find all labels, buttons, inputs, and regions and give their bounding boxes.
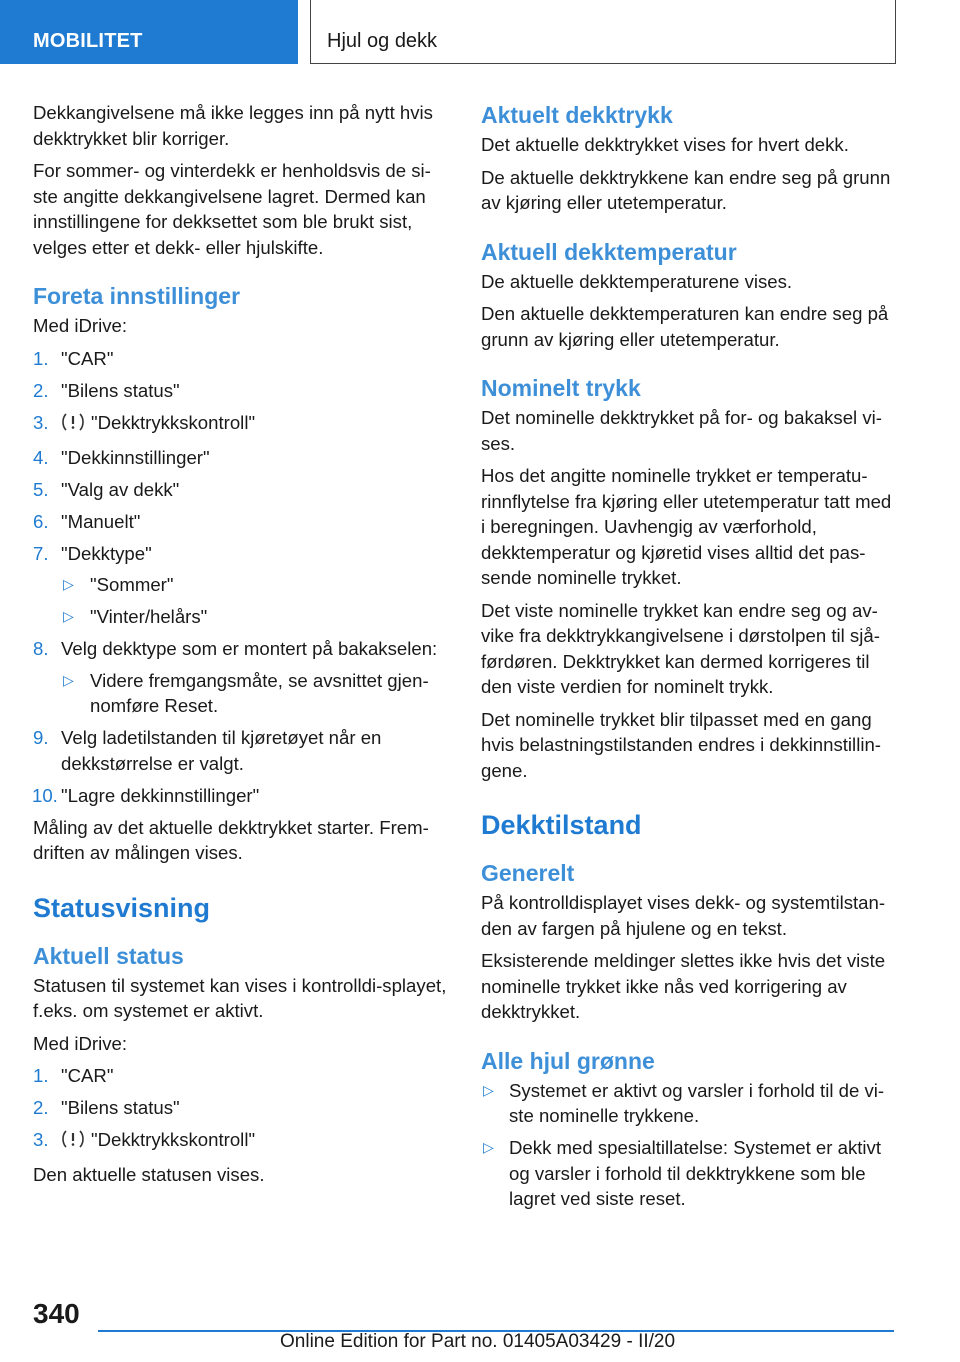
paragraph: På kontrolldisplayet vises dekk- og systemtilstan-den av fargen på hjulene og en tekst. [481,892,886,939]
page-number: 340 [33,1298,80,1329]
status-note: Den aktuelle statusen vises. [33,1164,265,1185]
paragraph: Hos det angitte nominelle trykket er temperatu-rinnflytelse fra kjøring eller utetemperatur tatt med i beregningen. Uavhengig av værforhold, dekktemperatur og kjøretid vises alltid det pas-sende nominelle trykket. [481,465,892,588]
sub-list [61,668,451,719]
measurement-note: Måling av det aktuelle dekktrykket starter. Frem-driften av målingen vises. [33,816,429,863]
step-text: Velg dekktype som er montert på bakakselen: [61,638,438,659]
step-text: "Dekktrykkskontroll" [91,1129,256,1150]
bullet-list [481,1078,899,1212]
heading-foreta-innstillinger: Foreta innstillinger [33,283,241,309]
list-item [61,668,451,719]
list-item [33,725,451,776]
list-item [33,445,451,471]
sub-text: "Sommer" [90,574,174,595]
heading-alle-hjul-gronne: Alle hjul grønne [481,1047,655,1074]
bullet-text: Systemet er aktivt og varsler i forhold til de vi-ste nominelle trykkene. [509,1079,885,1126]
step-number: 1. [33,347,49,369]
step-text: "CAR" [61,347,114,369]
bullet-text: Dekk med spesialtillatelse: Systemet er aktivt og varsler i forhold til dekktrykkene som ble lagret ved siste reset. [509,1137,882,1209]
triangle-bullet-icon: ▷ [483,1081,494,1098]
list-item [33,1063,451,1089]
list-item [33,378,451,404]
status-steps [33,1063,451,1156]
heading-statusvisning: Statusvisning [33,892,211,923]
step-number: 2. [33,1097,49,1118]
list-item [33,410,451,439]
step-number: 3. [33,411,49,433]
triangle-bullet-icon: ▷ [63,576,74,592]
list-item [33,346,451,372]
page-header [0,0,960,66]
step-text: "Dekkinnstillinger" [61,446,210,468]
list-item [33,636,451,719]
step-number: 10. [32,784,58,806]
paragraph: Det viste nominelle trykket kan endre seg og av-vike fra dekktrykkangivelsene i dørstolpen til sjå-førdøren. Dekktrykket kan dermed korrigeres til den viste verdien for nominelt trykk. [481,599,880,697]
heading-nominelt-trykk: Nominelt trykk [481,375,641,401]
list-item [61,572,451,598]
list-item [33,1095,451,1121]
step-text: "Manuelt" [61,510,141,532]
step-number: 2. [33,379,49,401]
paragraph: De aktuelle dekktrykkene kan endre seg på grunn av kjøring eller utetemperatur. [481,166,891,213]
step-text: "Bilens status" [61,1097,180,1118]
paragraph: Det nominelle trykket blir tilpasset med en gang hvis belastningstilstanden endres i dekkinnstillin-gene. [481,708,881,781]
status-paragraph: Statusen til systemet kan vises i kontrolldi-splayet, f.eks. om systemet er aktivt. [33,974,447,1021]
sub-text: "Vinter/helårs" [90,606,208,627]
heading-generelt: Generelt [481,860,575,886]
step-number: 8. [33,638,49,659]
tire-pressure-warning-icon [61,1129,85,1156]
right-column [481,100,899,1218]
step-text: "Valg av dekk" [61,478,180,500]
list-item [33,783,451,809]
list-item [33,1127,451,1156]
left-column [33,100,451,1195]
section-tab: MOBILITET [0,0,298,64]
step-text: "Bilens status" [61,379,180,401]
heading-aktuell-dekktemperatur: Aktuell dekktemperatur [481,238,737,265]
heading-aktuell-status: Aktuell status [33,942,184,969]
tire-pressure-warning-icon [61,412,85,439]
sub-text: Videre fremgangsmåte, se avsnittet gjen-nomføre Reset. [90,669,429,716]
step-text: Velg ladetilstanden til kjøretøyet når en dekkstørrelse er valgt. [61,727,382,774]
paragraph: De aktuelle dekktemperaturene vises. [481,270,793,292]
triangle-bullet-icon: ▷ [63,608,74,624]
step-number: 9. [33,727,49,748]
list-item [33,509,451,535]
settings-steps [33,346,451,809]
heading-dekktilstand: Dekktilstand [481,810,642,840]
step-number: 6. [33,510,49,532]
step-number: 4. [33,446,49,468]
lead-med-idrive: Med iDrive: [33,315,128,336]
step-text: "Dekktrykkskontroll" [91,411,256,433]
paragraph: Det aktuelle dekktrykket vises for hvert dekk. [481,134,849,155]
intro-paragraph-1: Dekkangivelsene må ikke legges inn på nytt hvis dekktrykket blir korriger. [33,102,433,149]
list-item [33,541,451,630]
paragraph: Det nominelle dekktrykket på for- og bakaksel vi-ses. [481,407,882,454]
step-text: "Dekktype" [61,542,152,564]
step-number: 1. [33,1065,49,1086]
chapter-title: Hjul og dekk [310,0,896,64]
sub-list [61,572,451,630]
step-number: 3. [33,1129,49,1150]
intro-paragraph-2: For sommer- og vinterdekk er henholdsvis de si-ste angitte dekkangivelsene lagret. Dermed kan innstillingene for dekksettet som ble brukt sist, velges etter et dekk- eller hjulskifte. [33,160,431,258]
step-number: 5. [33,478,49,500]
step-number: 7. [33,542,49,564]
list-item [61,604,451,630]
triangle-bullet-icon: ▷ [483,1139,494,1155]
step-text: "Lagre dekkinnstillinger" [61,784,260,806]
list-item [481,1078,899,1129]
footer-edition: Online Edition for Part no. 01405A03429 - II/20 [280,1331,676,1352]
paragraph: Den aktuelle dekktemperaturen kan endre seg på grunn av kjøring eller utetemperatur. [481,303,889,350]
triangle-bullet-icon: ▷ [63,671,74,688]
lead-med-idrive-2: Med iDrive: [33,1032,128,1054]
list-item [481,1135,899,1212]
paragraph: Eksisterende meldinger slettes ikke hvis det viste nominelle trykket ikke nås ved korrigering av dekktrykket. [481,950,886,1022]
list-item [33,477,451,503]
step-text: "CAR" [61,1065,114,1086]
heading-aktuelt-dekktrykk: Aktuelt dekktrykk [481,102,673,128]
